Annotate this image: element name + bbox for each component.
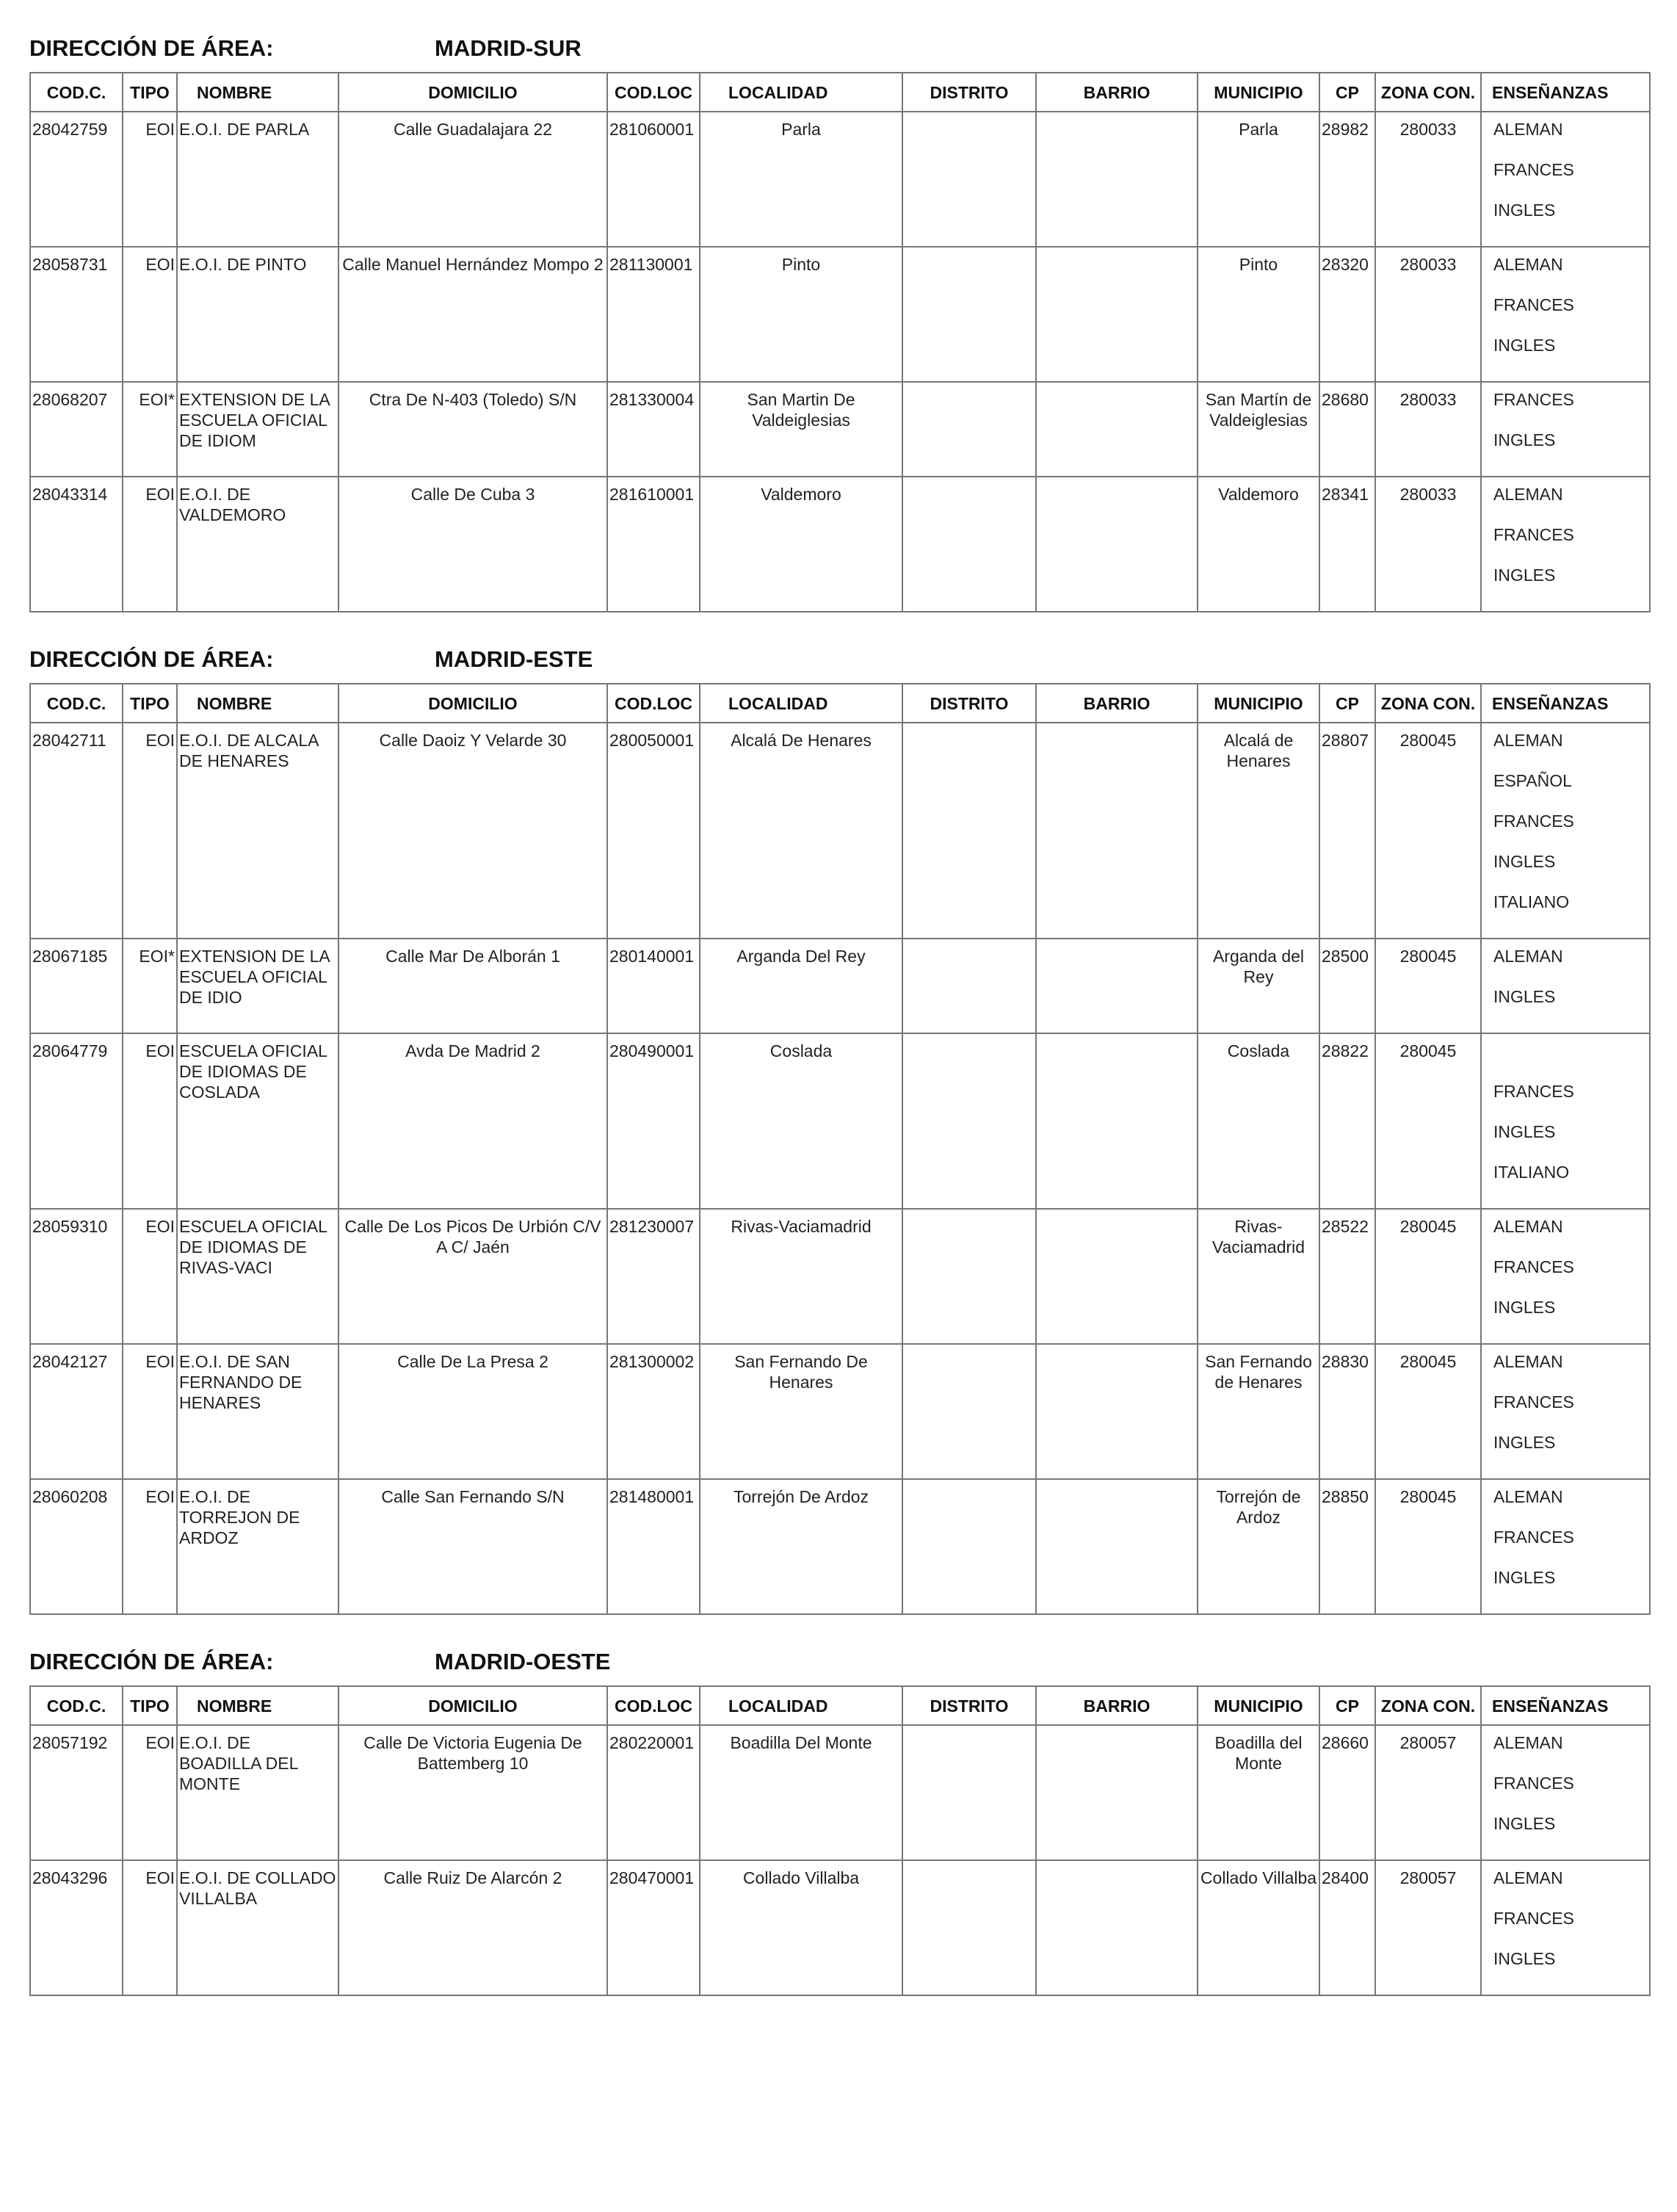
cell-ensenanzas <box>1481 723 1650 939</box>
cell-distrito <box>902 1860 1036 1995</box>
cell-localidad: Parla <box>700 112 902 247</box>
ensenanza-item: FRANCES <box>1493 1774 1574 1793</box>
cell-zona: 280033 <box>1375 477 1481 612</box>
cell-zona: 280045 <box>1375 1344 1481 1479</box>
header-zona: ZONA CON. <box>1375 684 1481 723</box>
table-header <box>30 684 1650 723</box>
cell-localidad: Pinto <box>700 247 902 382</box>
cell-tipo: EOI <box>123 477 177 612</box>
ensenanza-item: ALEMAN <box>1493 947 1563 966</box>
table-row <box>30 247 1650 382</box>
cell-cp: 28830 <box>1319 1344 1375 1479</box>
table-row <box>30 477 1650 612</box>
cell-municipio: Valdemoro <box>1198 477 1319 612</box>
cell-cp: 28320 <box>1319 247 1375 382</box>
cell-domicilio: Avda De Madrid 2 <box>338 1033 607 1209</box>
cell-zona: 280033 <box>1375 112 1481 247</box>
header-zona: ZONA CON. <box>1375 73 1481 112</box>
cell-localidad: Boadilla Del Monte <box>700 1725 902 1860</box>
cell-zona: 280045 <box>1375 939 1481 1033</box>
cell-localidad: Torrejón De Ardoz <box>700 1479 902 1614</box>
cell-domicilio: Calle Ruiz De Alarcón 2 <box>338 1860 607 1995</box>
table-row <box>30 1344 1650 1479</box>
cell-cod: 28043314 <box>30 477 123 612</box>
header-distrito: DISTRITO <box>902 73 1036 112</box>
cell-zona: 280045 <box>1375 723 1481 939</box>
ensenanza-item: FRANCES <box>1493 812 1574 831</box>
cell-tipo: EOI <box>123 1344 177 1479</box>
cell-domicilio: Calle Mar De Alborán 1 <box>338 939 607 1033</box>
table-row <box>30 1209 1650 1344</box>
ensenanza-item: FRANCES <box>1493 1392 1574 1412</box>
section-label: DIRECCIÓN DE ÁREA: <box>29 646 274 672</box>
cell-localidad: Valdemoro <box>700 477 902 612</box>
cell-ensenanzas <box>1481 1725 1650 1860</box>
cell-zona: 280045 <box>1375 1033 1481 1209</box>
cell-nombre: EXTENSION DE LA ESCUELA OFICIAL DE IDIOM <box>177 382 338 477</box>
cell-domicilio: Calle De La Presa 2 <box>338 1344 607 1479</box>
ensenanza-item: ALEMAN <box>1493 485 1563 504</box>
cell-nombre: E.O.I. DE SAN FERNANDO DE HENARES <box>177 1344 338 1479</box>
header-domicilio: DOMICILIO <box>338 73 607 112</box>
cell-tipo: EOI <box>123 1033 177 1209</box>
cell-cp: 28807 <box>1319 723 1375 939</box>
table-row <box>30 723 1650 939</box>
cell-cod: 28068207 <box>30 382 123 477</box>
cell-domicilio: Calle Daoiz Y Velarde 30 <box>338 723 607 939</box>
header-cod: COD.C. <box>30 1686 123 1725</box>
header-localidad: LOCALIDAD <box>700 1686 902 1725</box>
cell-distrito <box>902 1344 1036 1479</box>
cell-cod: 28067185 <box>30 939 123 1033</box>
header-row <box>30 73 1650 112</box>
header-cp: CP <box>1319 1686 1375 1725</box>
header-ensenanzas: ENSEÑANZAS <box>1481 73 1650 112</box>
schools-table <box>29 683 1651 1615</box>
cell-municipio: Parla <box>1198 112 1319 247</box>
cell-codloc: 281300002 <box>607 1344 700 1479</box>
header-barrio: BARRIO <box>1036 684 1198 723</box>
cell-domicilio: Calle Manuel Hernández Mompo 2 <box>338 247 607 382</box>
header-codloc: COD.LOC <box>607 1686 700 1725</box>
header-tipo: TIPO <box>123 73 177 112</box>
cell-cod: 28057192 <box>30 1725 123 1860</box>
cell-distrito <box>902 1725 1036 1860</box>
cell-barrio <box>1036 1033 1198 1209</box>
cell-codloc: 281130001 <box>607 247 700 382</box>
ensenanza-item: FRANCES <box>1493 1528 1574 1547</box>
cell-cp: 28500 <box>1319 939 1375 1033</box>
header-municipio: MUNICIPIO <box>1198 684 1319 723</box>
section-label: DIRECCIÓN DE ÁREA: <box>29 1649 274 1674</box>
ensenanza-item <box>1493 1041 1648 1081</box>
header-ensenanzas: ENSEÑANZAS <box>1481 1686 1650 1725</box>
header-tipo: TIPO <box>123 1686 177 1725</box>
cell-ensenanzas <box>1481 939 1650 1033</box>
cell-distrito <box>902 112 1036 247</box>
section-header <box>29 640 1649 683</box>
cell-zona: 280033 <box>1375 247 1481 382</box>
header-localidad: LOCALIDAD <box>700 73 902 112</box>
ensenanza-item: INGLES <box>1493 565 1556 585</box>
header-ensenanzas: ENSEÑANZAS <box>1481 684 1650 723</box>
ensenanza-item: FRANCES <box>1493 160 1574 179</box>
cell-tipo: EOI <box>123 1725 177 1860</box>
ensenanza-item: INGLES <box>1493 336 1556 355</box>
cell-municipio: San Fernando de Henares <box>1198 1344 1319 1479</box>
cell-municipio: Rivas-Vaciamadrid <box>1198 1209 1319 1344</box>
ensenanza-item: ALEMAN <box>1493 1352 1563 1371</box>
cell-ensenanzas <box>1481 247 1650 382</box>
cell-codloc: 280140001 <box>607 939 700 1033</box>
ensenanza-item: ESPAÑOL <box>1493 771 1572 790</box>
cell-distrito <box>902 477 1036 612</box>
ensenanza-item: ALEMAN <box>1493 120 1563 139</box>
cell-tipo: EOI* <box>123 939 177 1033</box>
ensenanza-item: ALEMAN <box>1493 731 1563 750</box>
cell-zona: 280045 <box>1375 1479 1481 1614</box>
table-row <box>30 939 1650 1033</box>
section-header <box>29 29 1649 72</box>
section-area: MADRID-SUR <box>435 35 582 61</box>
header-localidad: LOCALIDAD <box>700 684 902 723</box>
section-area: MADRID-ESTE <box>435 646 593 672</box>
cell-ensenanzas <box>1481 1209 1650 1344</box>
ensenanza-item: FRANCES <box>1493 1082 1574 1101</box>
cell-cp: 28822 <box>1319 1033 1375 1209</box>
cell-ensenanzas <box>1481 1479 1650 1614</box>
cell-cp: 28680 <box>1319 382 1375 477</box>
cell-cod: 28043296 <box>30 1860 123 1995</box>
cell-distrito <box>902 1033 1036 1209</box>
cell-ensenanzas <box>1481 1860 1650 1995</box>
header-cp: CP <box>1319 684 1375 723</box>
ensenanza-item: INGLES <box>1493 1298 1556 1317</box>
cell-ensenanzas <box>1481 1033 1650 1209</box>
ensenanza-item: FRANCES <box>1493 525 1574 544</box>
header-row <box>30 684 1650 723</box>
ensenanza-item: INGLES <box>1493 430 1556 449</box>
header-municipio: MUNICIPIO <box>1198 1686 1319 1725</box>
ensenanza-item: FRANCES <box>1493 295 1574 314</box>
ensenanza-item: INGLES <box>1493 1122 1556 1141</box>
header-distrito: DISTRITO <box>902 684 1036 723</box>
cell-codloc: 281230007 <box>607 1209 700 1344</box>
table-row <box>30 1860 1650 1995</box>
header-municipio: MUNICIPIO <box>1198 73 1319 112</box>
cell-nombre: E.O.I. DE PINTO <box>177 247 338 382</box>
cell-cp: 28850 <box>1319 1479 1375 1614</box>
ensenanza-item: INGLES <box>1493 1433 1556 1452</box>
cell-municipio: Arganda del Rey <box>1198 939 1319 1033</box>
schools-table <box>29 72 1651 612</box>
cell-zona: 280057 <box>1375 1725 1481 1860</box>
header-distrito: DISTRITO <box>902 1686 1036 1725</box>
cell-barrio <box>1036 1860 1198 1995</box>
cell-distrito <box>902 939 1036 1033</box>
cell-nombre: E.O.I. DE ALCALA DE HENARES <box>177 723 338 939</box>
cell-domicilio: Calle Guadalajara 22 <box>338 112 607 247</box>
cell-localidad: San Fernando De Henares <box>700 1344 902 1479</box>
header-nombre: NOMBRE <box>177 1686 338 1725</box>
header-codloc: COD.LOC <box>607 684 700 723</box>
cell-barrio <box>1036 723 1198 939</box>
cell-distrito <box>902 247 1036 382</box>
table-row <box>30 1725 1650 1860</box>
cell-domicilio: Calle De Cuba 3 <box>338 477 607 612</box>
cell-codloc: 281610001 <box>607 477 700 612</box>
cell-barrio <box>1036 939 1198 1033</box>
table-header <box>30 1686 1650 1725</box>
section-label: DIRECCIÓN DE ÁREA: <box>29 35 274 61</box>
cell-tipo: EOI <box>123 723 177 939</box>
cell-codloc: 281330004 <box>607 382 700 477</box>
ensenanza-item: ALEMAN <box>1493 255 1563 274</box>
cell-nombre: EXTENSION DE LA ESCUELA OFICIAL DE IDIO <box>177 939 338 1033</box>
cell-ensenanzas <box>1481 112 1650 247</box>
cell-cp: 28522 <box>1319 1209 1375 1344</box>
cell-codloc: 281060001 <box>607 112 700 247</box>
table-body <box>30 112 1650 612</box>
cell-nombre: E.O.I. DE VALDEMORO <box>177 477 338 612</box>
cell-localidad: San Martin De Valdeiglesias <box>700 382 902 477</box>
ensenanza-item: ITALIANO <box>1493 892 1570 911</box>
cell-municipio: Boadilla del Monte <box>1198 1725 1319 1860</box>
cell-tipo: EOI* <box>123 382 177 477</box>
header-domicilio: DOMICILIO <box>338 1686 607 1725</box>
table-row <box>30 1033 1650 1209</box>
ensenanza-item: ALEMAN <box>1493 1217 1563 1236</box>
cell-localidad: Arganda Del Rey <box>700 939 902 1033</box>
cell-zona: 280045 <box>1375 1209 1481 1344</box>
cell-domicilio: Calle De Victoria Eugenia De Battemberg 10 <box>338 1725 607 1860</box>
cell-tipo: EOI <box>123 1209 177 1344</box>
cell-localidad: Alcalá De Henares <box>700 723 902 939</box>
cell-nombre: E.O.I. DE BOADILLA DEL MONTE <box>177 1725 338 1860</box>
cell-codloc: 280050001 <box>607 723 700 939</box>
ensenanza-item: ALEMAN <box>1493 1733 1563 1752</box>
cell-distrito <box>902 1209 1036 1344</box>
cell-codloc: 281480001 <box>607 1479 700 1614</box>
cell-ensenanzas <box>1481 1344 1650 1479</box>
cell-localidad: Collado Villalba <box>700 1860 902 1995</box>
cell-municipio: Pinto <box>1198 247 1319 382</box>
ensenanza-item: ALEMAN <box>1493 1487 1563 1506</box>
table-body <box>30 1725 1650 1995</box>
cell-cod: 28042711 <box>30 723 123 939</box>
cell-localidad: Rivas-Vaciamadrid <box>700 1209 902 1344</box>
cell-zona: 280057 <box>1375 1860 1481 1995</box>
cell-nombre: ESCUELA OFICIAL DE IDIOMAS DE COSLADA <box>177 1033 338 1209</box>
ensenanza-item: FRANCES <box>1493 1257 1574 1276</box>
cell-ensenanzas <box>1481 382 1650 477</box>
cell-cod: 28042759 <box>30 112 123 247</box>
ensenanza-item: ALEMAN <box>1493 1868 1563 1887</box>
cell-domicilio: Ctra De N-403 (Toledo) S/N <box>338 382 607 477</box>
table-row <box>30 1479 1650 1614</box>
cell-tipo: EOI <box>123 247 177 382</box>
ensenanza-item: INGLES <box>1493 987 1556 1006</box>
ensenanza-item: INGLES <box>1493 852 1556 871</box>
header-barrio: BARRIO <box>1036 1686 1198 1725</box>
ensenanza-item: FRANCES <box>1493 390 1574 409</box>
cell-municipio: Collado Villalba <box>1198 1860 1319 1995</box>
table-row <box>30 112 1650 247</box>
cell-cod: 28064779 <box>30 1033 123 1209</box>
cell-cp: 28341 <box>1319 477 1375 612</box>
cell-codloc: 280490001 <box>607 1033 700 1209</box>
cell-tipo: EOI <box>123 112 177 247</box>
cell-municipio: Torrejón de Ardoz <box>1198 1479 1319 1614</box>
ensenanza-item: ITALIANO <box>1493 1163 1570 1182</box>
cell-domicilio: Calle San Fernando S/N <box>338 1479 607 1614</box>
cell-nombre: E.O.I. DE PARLA <box>177 112 338 247</box>
table-header <box>30 73 1650 112</box>
cell-codloc: 280220001 <box>607 1725 700 1860</box>
cell-cp: 28660 <box>1319 1725 1375 1860</box>
cell-nombre: ESCUELA OFICIAL DE IDIOMAS DE RIVAS-VACI <box>177 1209 338 1344</box>
section-madrid-este <box>29 640 1649 1615</box>
cell-cp: 28982 <box>1319 112 1375 247</box>
cell-cod: 28058731 <box>30 247 123 382</box>
header-barrio: BARRIO <box>1036 73 1198 112</box>
cell-nombre: E.O.I. DE COLLADO VILLALBA <box>177 1860 338 1995</box>
section-madrid-oeste <box>29 1643 1649 1996</box>
cell-distrito <box>902 382 1036 477</box>
schools-table <box>29 1685 1651 1996</box>
ensenanza-item: INGLES <box>1493 1568 1556 1587</box>
cell-cp: 28400 <box>1319 1860 1375 1995</box>
cell-barrio <box>1036 477 1198 612</box>
cell-tipo: EOI <box>123 1479 177 1614</box>
header-cp: CP <box>1319 73 1375 112</box>
ensenanza-item: FRANCES <box>1493 1909 1574 1928</box>
header-nombre: NOMBRE <box>177 684 338 723</box>
header-cod: COD.C. <box>30 73 123 112</box>
cell-barrio <box>1036 1209 1198 1344</box>
cell-distrito <box>902 1479 1036 1614</box>
cell-municipio: Alcalá de Henares <box>1198 723 1319 939</box>
cell-barrio <box>1036 1344 1198 1479</box>
ensenanza-item: INGLES <box>1493 1814 1556 1833</box>
section-header <box>29 1643 1649 1685</box>
cell-municipio: Coslada <box>1198 1033 1319 1209</box>
cell-barrio <box>1036 1725 1198 1860</box>
cell-localidad: Coslada <box>700 1033 902 1209</box>
ensenanza-item: INGLES <box>1493 1949 1556 1968</box>
table-body <box>30 723 1650 1614</box>
cell-cod: 28059310 <box>30 1209 123 1344</box>
cell-barrio <box>1036 112 1198 247</box>
header-cod: COD.C. <box>30 684 123 723</box>
table-row <box>30 382 1650 477</box>
cell-distrito <box>902 723 1036 939</box>
cell-domicilio: Calle De Los Picos De Urbión C/V A C/ Jaén <box>338 1209 607 1344</box>
header-row <box>30 1686 1650 1725</box>
cell-nombre: E.O.I. DE TORREJON DE ARDOZ <box>177 1479 338 1614</box>
header-domicilio: DOMICILIO <box>338 684 607 723</box>
document-page <box>29 29 1649 1996</box>
cell-barrio <box>1036 247 1198 382</box>
cell-barrio <box>1036 382 1198 477</box>
cell-cod: 28060208 <box>30 1479 123 1614</box>
ensenanza-item: INGLES <box>1493 200 1556 220</box>
header-tipo: TIPO <box>123 684 177 723</box>
cell-tipo: EOI <box>123 1860 177 1995</box>
section-area: MADRID-OESTE <box>435 1649 611 1674</box>
cell-ensenanzas <box>1481 477 1650 612</box>
section-madrid-sur <box>29 29 1649 612</box>
cell-cod: 28042127 <box>30 1344 123 1479</box>
cell-barrio <box>1036 1479 1198 1614</box>
header-nombre: NOMBRE <box>177 73 338 112</box>
header-zona: ZONA CON. <box>1375 1686 1481 1725</box>
cell-municipio: San Martín de Valdeiglesias <box>1198 382 1319 477</box>
header-codloc: COD.LOC <box>607 73 700 112</box>
cell-codloc: 280470001 <box>607 1860 700 1995</box>
cell-zona: 280033 <box>1375 382 1481 477</box>
